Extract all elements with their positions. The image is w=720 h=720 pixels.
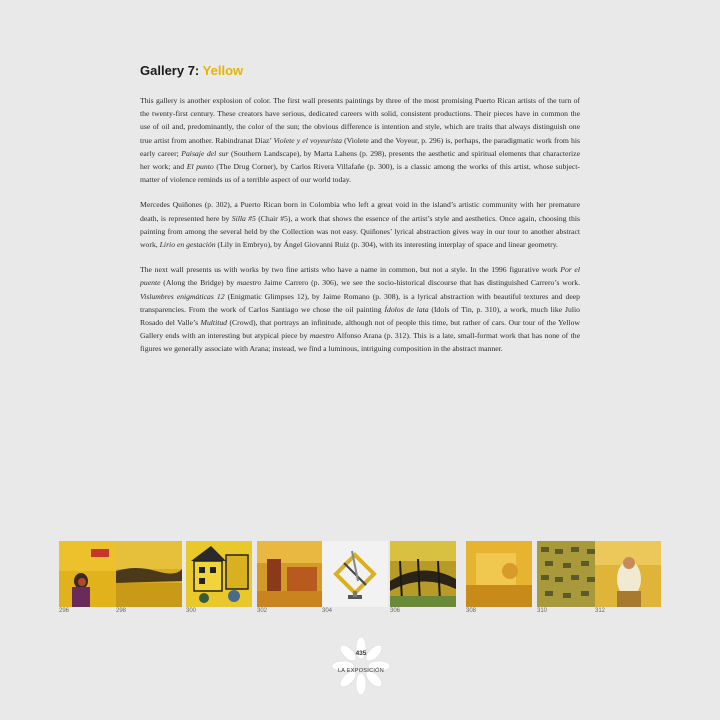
thumbnail-300[interactable] (186, 541, 252, 607)
cars-pattern-icon (537, 541, 603, 607)
paragraph-text: (Crowd), that portrays an infinitude, although not of people this time, but rather of cars. Our tour of the Yellow Gallery ends with an interesting but atypical piece by (140, 318, 580, 341)
body-paragraph (140, 94, 580, 186)
thumbnail-310[interactable] (537, 541, 603, 607)
thumbnail-page-302: 302 (257, 608, 268, 614)
paragraph-text: Mercedes Quiñones (p. 302), a Puerto Rican born in Colombia who left a great void in the island’s artistic community with her premature death, is represented here by (140, 200, 580, 223)
italic-title: Vislumbres enigmáticas 12 (140, 291, 225, 301)
body-paragraph (140, 198, 580, 251)
houses-painting-icon (186, 541, 252, 607)
section-label: LA EXPOSICIÓN (337, 668, 385, 674)
thumbnail-page-308: 308 (466, 608, 477, 614)
thumbnail-page-300: 300 (186, 608, 197, 614)
italic-title: Paisaje del sur (181, 148, 229, 158)
body-text (140, 94, 580, 368)
italic-title: maestro (236, 278, 262, 288)
exposition-logo-icon (331, 636, 391, 696)
body-paragraph (140, 263, 580, 355)
bridge-painting-icon (390, 541, 456, 607)
paragraph-text: Jaime Carrero (p. 306), we see the socio-historical discourse that has distinguished Carrero’s work. (261, 278, 580, 288)
italic-title: Multitud (200, 318, 228, 328)
paragraph-text: (Violete and the Voyeur, p. 296) is, perhaps, the paradigmatic work from his early career; (140, 135, 580, 158)
chair-abstract-icon (257, 541, 323, 607)
gallery-title-prefix: Gallery 7: (140, 63, 200, 78)
paragraph-text: (The Drug Corner), by Carlos Rivera Villafañe (p. 300), is a classic among the works of this artist, whose subject-matter of violence reminds us of a terrible aspect of our world today. (140, 162, 580, 185)
thumbnail-page-310: 310 (537, 608, 548, 614)
italic-title: Lirio en gestación (159, 240, 216, 250)
page-number: 435 (355, 650, 367, 657)
italic-title: Silla #5 (231, 213, 256, 223)
italic-title: maestro (309, 331, 335, 341)
gallery-title-accent: Yellow (202, 63, 244, 78)
thumbnail-page-304: 304 (322, 608, 333, 614)
abstract-yellow-icon (466, 541, 532, 607)
paragraph-text: This gallery is another explosion of color. The first wall presents paintings by three of the most promising Puerto Rican artists of the turn of the twenty-first century. These creators have serious, dedicated careers with solid, consistent productions. Their pieces have in common the use of oil and, predominantly, the color of the sun; the obvious difference is intention and style, which are traits that always distinguish one true artist from another. Rabindranat Díaz’ (140, 96, 580, 145)
thumbnail-312[interactable] (595, 541, 661, 607)
thumbnail-page-296: 296 (59, 608, 70, 614)
sculpture-icon (322, 541, 388, 607)
italic-title: Por el puente (140, 265, 580, 288)
thumbnail-page-306: 306 (390, 608, 401, 614)
thumbnail-302[interactable] (257, 541, 323, 607)
thumbnail-304[interactable] (322, 541, 388, 607)
landscape-painting-icon (116, 541, 182, 607)
paragraph-text: Alfonso Arana (p. 312). This is a late, small-format work that has none of the figures we generally associate with Arana; instead, we find a luminous, intriguing composition in the abstract manner. (140, 331, 580, 354)
paragraph-text: (Enigmatic Glimpses 12), by Jaime Romano (p. 308), is a lyrical abstraction with beautiful textures and deep transparencies. From the work of Carlos Santiago we chose the oil painting (140, 291, 581, 314)
thumbnail-306[interactable] (390, 541, 456, 607)
italic-title: Ídolos de lata (384, 304, 429, 314)
thumbnail-page-312: 312 (595, 608, 606, 614)
gallery-title (140, 63, 243, 78)
paragraph-text: (Southern Landscape), by Marta Lahens (p. 298), presents the aesthetic and spiritual elements that characterize her work; and (140, 148, 580, 172)
thumbnail-308[interactable] (466, 541, 532, 607)
thumbnail-page-298: 298 (116, 608, 127, 614)
paragraph-text: (Chair #5), a work that shows the essence of the artist’s style and aesthetics. Once again, choosing this painting from among the several held by the Collection was not easy. Quiñones’ lyrical abstraction gives way in our tour to another abstract work, (140, 213, 580, 250)
italic-title: Violete y el voyeurista (273, 135, 342, 145)
italic-title: El punto (186, 162, 214, 172)
thumbnail-298[interactable] (116, 541, 182, 607)
paragraph-text: (Lily in Embryo), by Ángel Giovanni Ruiz (p. 304), with its interesting interplay of space and linear geometry. (215, 240, 558, 250)
paragraph-text: (Along the Bridge) by (160, 278, 237, 288)
abstract-figure-icon (595, 541, 661, 607)
paragraph-text: (Idols of Tin, p. 310), a work, much like Julio Rosado del Valle’s (140, 304, 580, 328)
paragraph-text: The next wall presents us with works by two fine artists who have a name in common, but not a style. In the 1996 figurative work (140, 265, 561, 275)
